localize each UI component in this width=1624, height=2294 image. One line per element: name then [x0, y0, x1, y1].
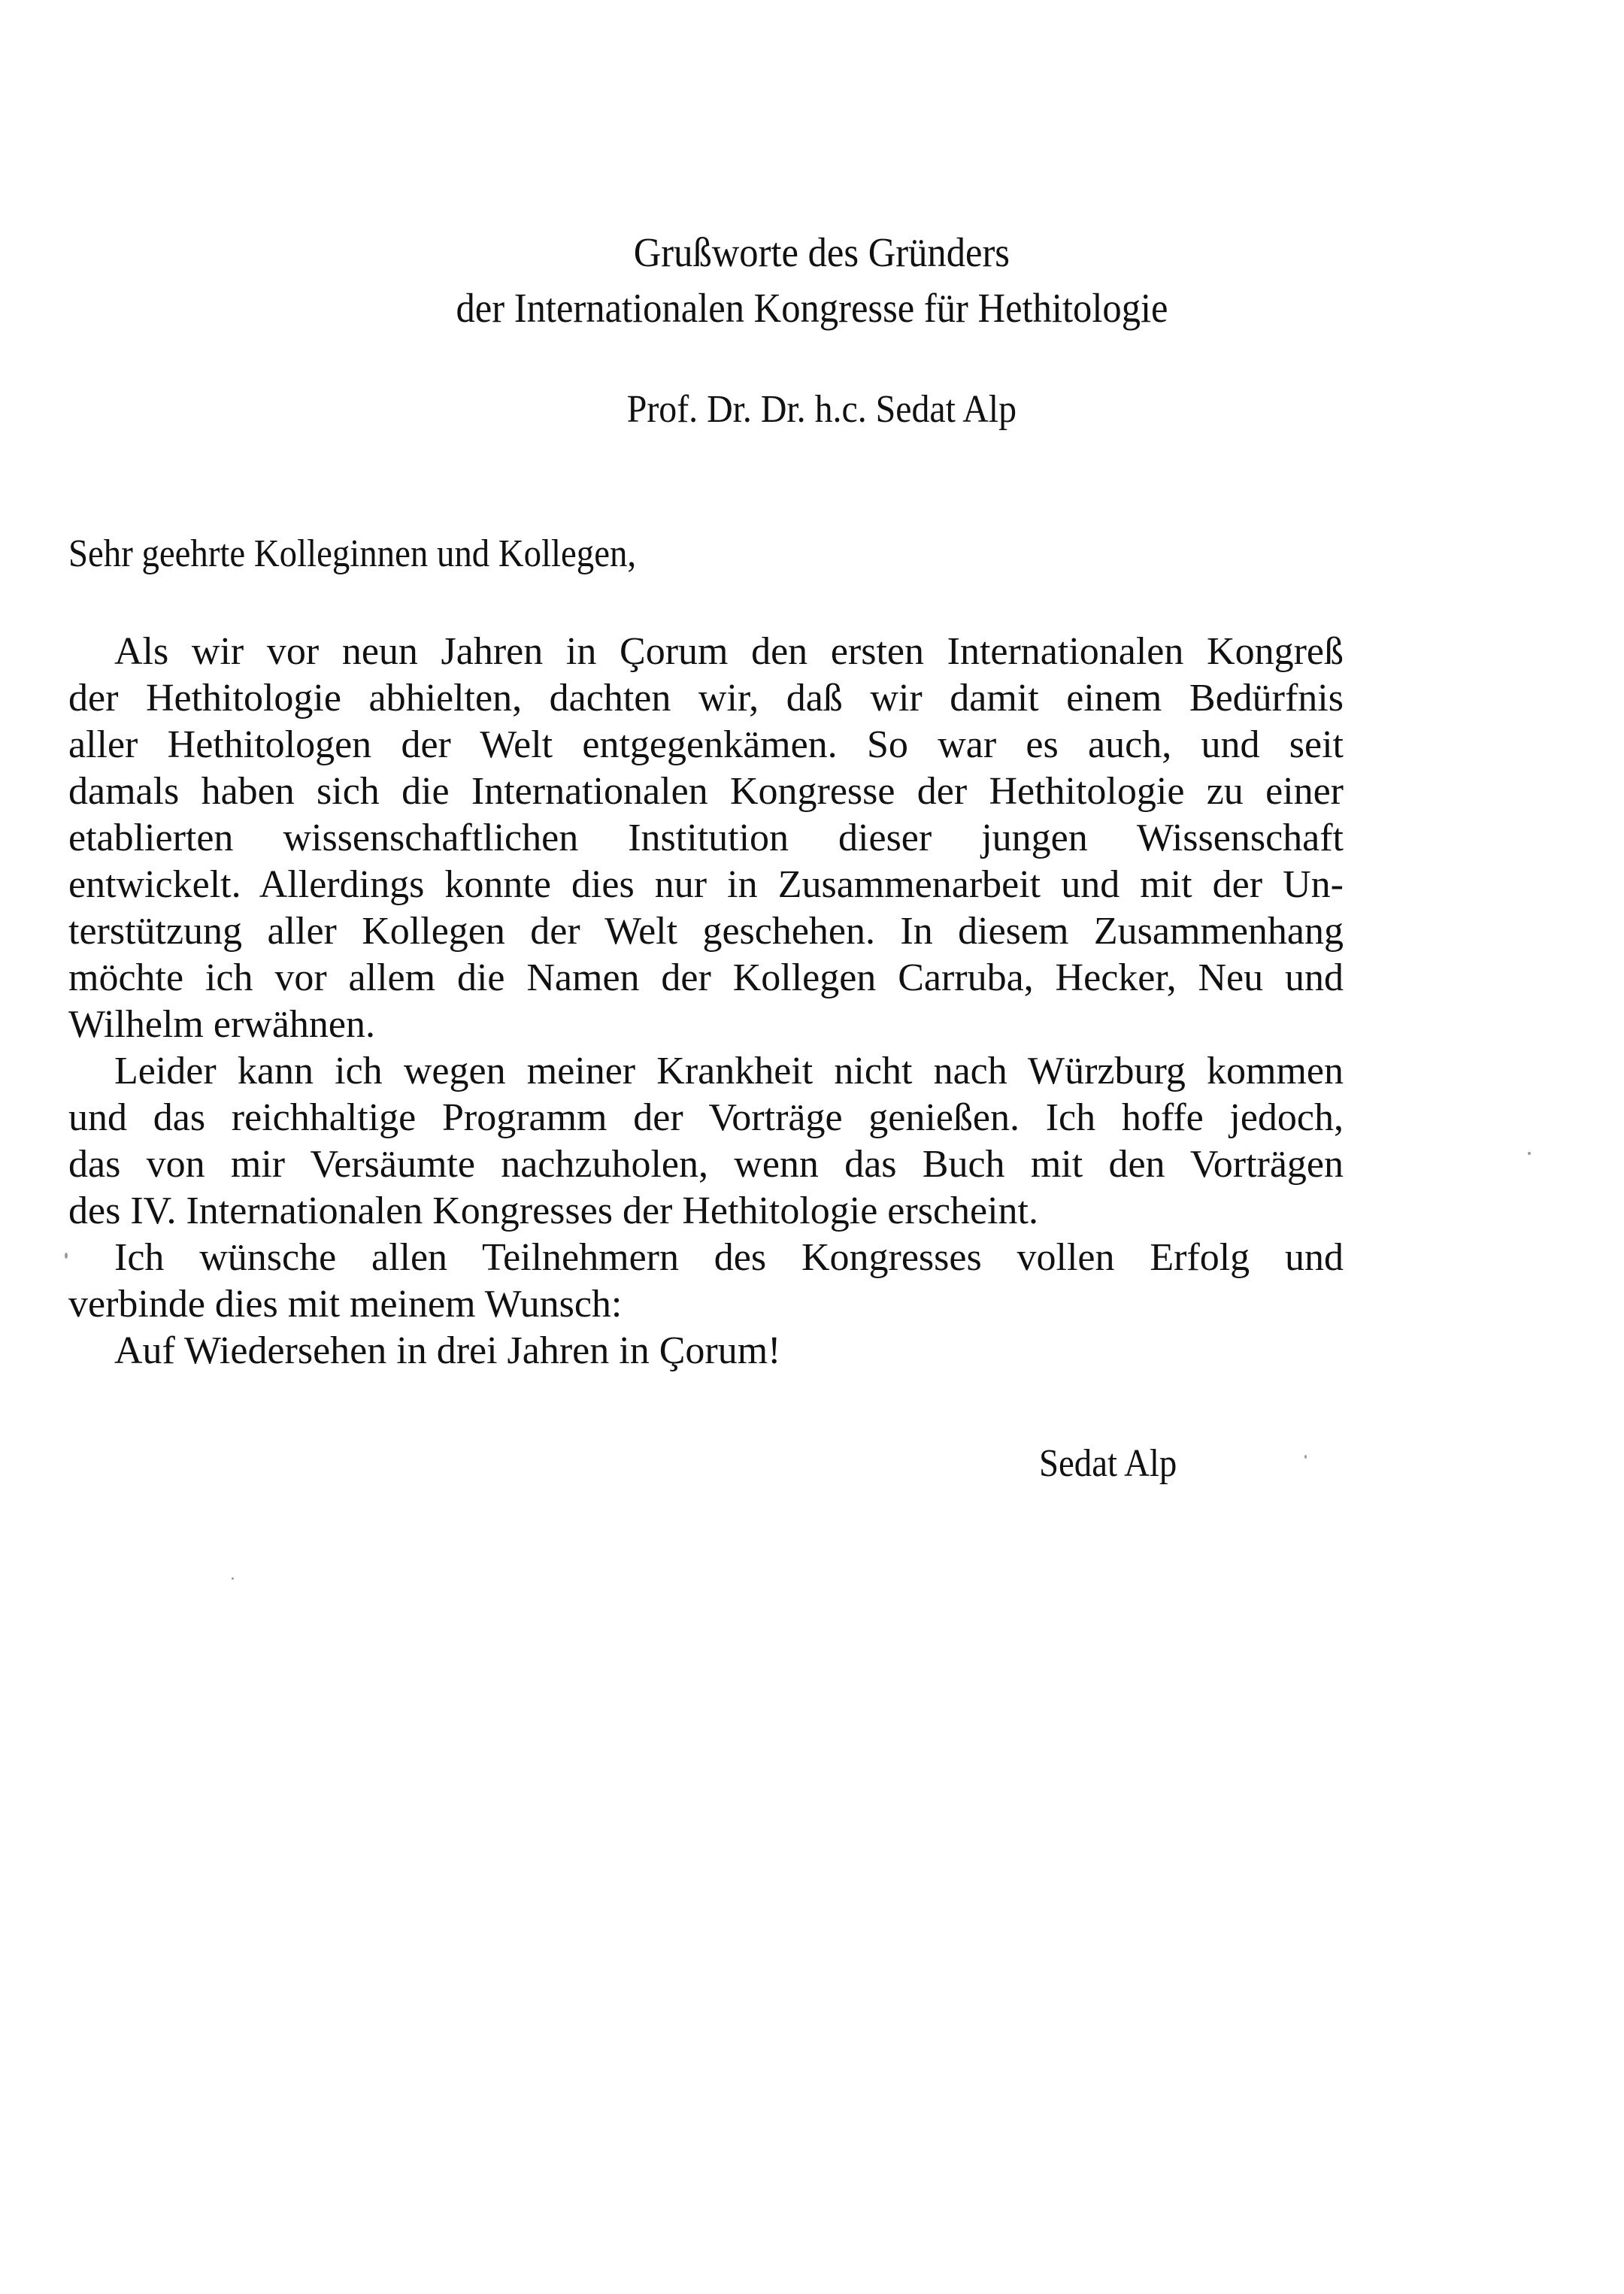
title-line-2: der Internationalen Kongresse für Hethitologie — [456, 285, 1168, 331]
author-name: Prof. Dr. Dr. h.c. Sedat Alp — [626, 388, 1017, 431]
body-line: etablierten wissenschaftlichen Institution dieser jungen Wissenschaft — [68, 817, 1344, 859]
body-line: damals haben sich die Internationalen Kongresse der Hethitologie zu einer — [68, 770, 1344, 813]
title-line-1: Grußworte des Gründers — [633, 229, 1010, 275]
body-line: terstützung aller Kollegen der Welt geschehen. In diesem Zusammenhang — [68, 910, 1344, 953]
salutation: Sehr geehrte Kolleginnen und Kollegen, — [68, 532, 637, 575]
body-line: des IV. Internationalen Kongresses der Hethitologie erscheint. — [68, 1189, 1038, 1232]
body-line: Leider kann ich wegen meiner Krankheit nicht nach Würzburg kommen — [114, 1050, 1344, 1092]
body-line: aller Hethitologen der Welt entgegenkämen. So war es auch, und seit — [68, 723, 1344, 766]
body-line: entwickelt. Allerdings konnte dies nur in Zusammenarbeit und mit der Un- — [68, 863, 1344, 906]
scan-speck — [1528, 1152, 1531, 1155]
body-line: möchte ich vor allem die Namen der Kollegen Carruba, Hecker, Neu und — [68, 956, 1344, 999]
body-line: Auf Wiedersehen in drei Jahren in Çorum! — [114, 1329, 781, 1372]
body-line: und das reichhaltige Programm der Vorträge genießen. Ich hoffe jedoch, — [68, 1096, 1344, 1139]
body-line: das von mir Versäumte nachzuholen, wenn das Buch mit den Vorträgen — [68, 1143, 1344, 1186]
scan-speck — [1304, 1455, 1307, 1459]
body-line: der Hethitologie abhielten, dachten wir, daß wir damit einem Bedürfnis — [68, 677, 1344, 720]
body-line: Wilhelm erwähnen. — [68, 1003, 375, 1046]
scan-speck — [65, 1253, 68, 1259]
body-line: verbinde dies mit meinem Wunsch: — [68, 1283, 623, 1326]
body-line: Ich wünsche allen Teilnehmern des Kongresses vollen Erfolg und — [114, 1236, 1344, 1279]
body-line: Als wir vor neun Jahren in Çorum den ersten Internationalen Kongreß — [114, 630, 1344, 673]
signature: Sedat Alp — [1039, 1442, 1177, 1485]
scan-speck — [232, 1577, 234, 1580]
